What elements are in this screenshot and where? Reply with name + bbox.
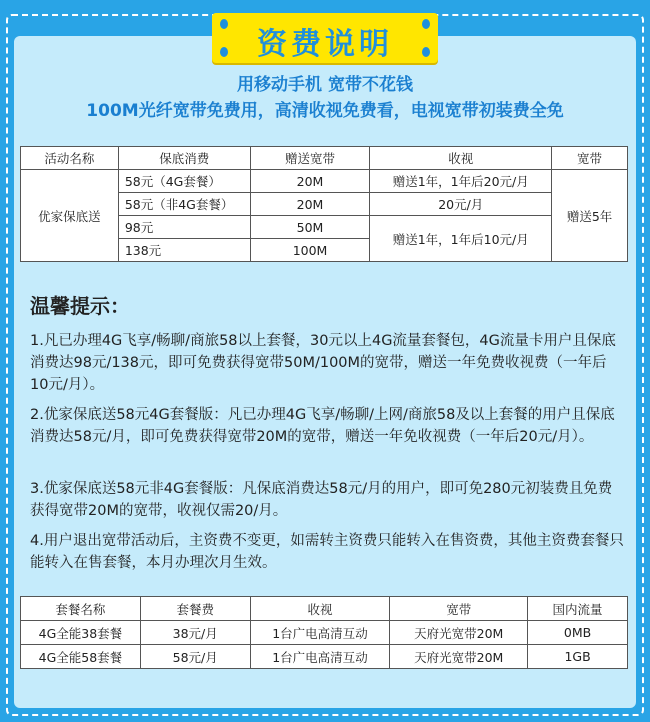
table-header: 套餐名称	[21, 597, 141, 621]
table-cell: 20元/月	[370, 193, 552, 216]
tip-item: 4.用户退出宽带活动后，主资费不变更，如需转主资费只能转入在售资费，其他主资费套餐只能转入在售套餐，本月办理次月生效。	[30, 533, 624, 571]
table-header-row	[21, 597, 628, 621]
table-row	[21, 170, 628, 193]
tip-item: 2.优家保底送58元4G套餐版：凡已办理4G飞享/畅聊/上网/商旅58及以上套餐的用户且保底消费达58元/月，即可免费获得宽带20M的宽带，赠送一年免收视费（一年后20元/月）。	[30, 407, 615, 445]
table-cell: 4G全能38套餐	[21, 621, 141, 645]
package-table	[20, 596, 628, 669]
table-row	[21, 645, 628, 669]
tip-item: 3.优家保底送58元非4G套餐版：凡保底消费达58元/月的用户，即可免280元初装费且免费获得宽带20M的宽带，收视仅需20/月。	[30, 481, 613, 519]
table-header: 宽带	[552, 147, 628, 170]
activity-table	[20, 146, 628, 262]
table-cell: 1台广电高清互动	[250, 621, 390, 645]
table-cell: 58元/月	[140, 645, 250, 669]
table-header: 保底消费	[118, 147, 250, 170]
table-cell: 4G全能58套餐	[21, 645, 141, 669]
activity-name: 优家保底送	[21, 170, 119, 262]
table-header: 国内流量	[528, 597, 628, 621]
table-cell: 38元/月	[140, 621, 250, 645]
table-header: 收视	[370, 147, 552, 170]
table-cell: 赠送1年，1年后20元/月	[370, 170, 552, 193]
table-header: 套餐费	[140, 597, 250, 621]
table-cell: 58元（4G套餐）	[118, 170, 250, 193]
table-cell: 20M	[250, 193, 370, 216]
table-header: 收视	[250, 597, 390, 621]
table-header: 活动名称	[21, 147, 119, 170]
table-cell: 赠送1年，1年后10元/月	[370, 216, 552, 262]
title-banner	[212, 13, 438, 63]
subtitle-2: 100M光纤宽带免费用，高清收视免费看，电视宽带初装费全免	[86, 101, 564, 121]
table-cell: 138元	[118, 239, 250, 262]
table-header: 赠送宽带	[250, 147, 370, 170]
table-cell: 天府光宽带20M	[390, 645, 528, 669]
table-row	[21, 621, 628, 645]
tips-title: 温馨提示：	[30, 294, 130, 318]
table-cell: 50M	[250, 216, 370, 239]
broadband-cell: 赠送5年	[552, 170, 628, 262]
table-cell: 天府光宽带20M	[390, 621, 528, 645]
table-cell: 20M	[250, 170, 370, 193]
table-cell: 58元（非4G套餐）	[118, 193, 250, 216]
page-title: 资费说明	[257, 27, 393, 62]
table-cell: 98元	[118, 216, 250, 239]
subtitle-1: 用移动手机 宽带不花钱	[237, 75, 413, 95]
table-cell: 1GB	[528, 645, 628, 669]
table-cell: 1台广电高清互动	[250, 645, 390, 669]
table-cell: 0MB	[528, 621, 628, 645]
table-cell: 100M	[250, 239, 370, 262]
tip-item: 1.凡已办理4G飞享/畅聊/商旅58以上套餐，30元以上4G流量套餐包，4G流量卡用户且保底消费达98元/138元，即可免费获得宽带50M/100M的宽带，赠送一年免费收视费（一年后10元/月）。	[30, 333, 616, 393]
table-header-row	[21, 147, 628, 170]
table-header: 宽带	[390, 597, 528, 621]
